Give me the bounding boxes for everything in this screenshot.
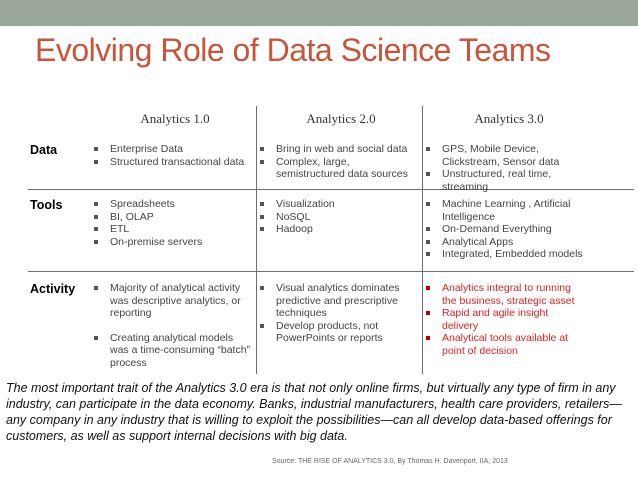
bullet-icon	[94, 147, 98, 151]
bullet-icon	[426, 172, 430, 176]
list-item: Develop products, not PowerPoints or reports	[256, 320, 418, 345]
bullet-icon	[260, 215, 264, 219]
bullet-icon	[94, 215, 98, 219]
bullet-icon	[94, 286, 98, 290]
bullet-icon	[426, 240, 430, 244]
list-item: Analytical Apps	[422, 236, 584, 249]
cell-data-analytics-2	[256, 143, 418, 181]
list-item: Visual analytics dominates predictive and prescriptive techniques	[256, 282, 418, 320]
bullet-icon	[94, 227, 98, 231]
bullet-icon	[94, 240, 98, 244]
column-header-analytics-2: Analytics 2.0	[306, 111, 376, 126]
list-item: Spreadsheets	[90, 198, 252, 211]
quote-text: The most important trait of the Analytics 3.0 era is that not only online firms, but virtually any type of firm in any industry, can participate in the data economy. Banks, industrial manufacturers, health care providers, retailers—any company in any industry that is willing to exploit the possibilities—can all develop data-based offerings for customers, as well as support internal decisions with big data.	[6, 381, 622, 443]
list-item: Hadoop	[256, 223, 418, 236]
list-item: ETL	[90, 223, 252, 236]
bullet-icon	[426, 227, 430, 231]
bullet-icon	[426, 202, 430, 206]
bullet-icon	[260, 160, 264, 164]
comparison-table	[28, 106, 634, 374]
list-item: Unstructured, real time, streaming	[422, 168, 584, 193]
bullet-icon	[426, 252, 430, 256]
bullet-icon	[94, 202, 98, 206]
cell-activity-analytics-3	[422, 282, 584, 357]
list-item: On-premise servers	[90, 236, 252, 249]
list-item: BI, OLAP	[90, 211, 252, 224]
row-label-tools: Tools	[30, 198, 63, 212]
list-item: Analytical tools available at point of decision	[422, 332, 584, 357]
column-header-analytics-3: Analytics 3.0	[474, 111, 544, 126]
bullet-icon	[426, 311, 430, 315]
list-item: Machine Learning , Artificial Intelligence	[422, 198, 584, 223]
list-item: Creating analytical models was a time-consuming “batch” process	[90, 332, 252, 370]
bullet-icon	[260, 202, 264, 206]
list-item: Analytics integral to running the business, strategic asset	[422, 282, 584, 307]
list-item: Structured transactional data	[90, 156, 252, 169]
bullet-icon	[94, 336, 98, 340]
row-divider	[28, 271, 634, 272]
bullet-icon	[426, 147, 430, 151]
row-label-data: Data	[30, 143, 58, 157]
slide-title: Evolving Role of Data Science Teams	[35, 32, 551, 68]
list-item: Bring in web and social data	[256, 143, 418, 156]
cell-data-analytics-3	[422, 143, 584, 193]
list-item: Integrated, Embedded models	[422, 248, 584, 261]
cell-data-analytics-1	[90, 143, 252, 168]
list-item: NoSQL	[256, 211, 418, 224]
cell-tools-analytics-2	[256, 198, 418, 236]
top-band	[0, 0, 638, 26]
row-label-activity: Activity	[30, 282, 76, 296]
list-item: On-Demand Everything	[422, 223, 584, 236]
cell-activity-analytics-2	[256, 282, 418, 345]
bullet-icon	[260, 324, 264, 328]
cell-tools-analytics-3	[422, 198, 584, 261]
bullet-icon	[426, 286, 430, 290]
bullet-icon	[94, 160, 98, 164]
bullet-icon	[260, 227, 264, 231]
list-item: Visualization	[256, 198, 418, 211]
cell-tools-analytics-1	[90, 198, 252, 248]
column-header-analytics-1: Analytics 1.0	[140, 111, 210, 126]
list-item: Rapid and agile insight delivery	[422, 307, 584, 332]
list-item: Majority of analytical activity was descriptive analytics, or reporting	[90, 282, 252, 320]
cell-activity-analytics-1	[90, 282, 252, 369]
source-citation: Source: THE RISE OF ANALYTICS 3.0, By Thomas H. Davenport, IIA, 2013	[272, 458, 508, 465]
list-item: Complex, large, semistructured data sources	[256, 156, 418, 181]
list-item: Enterprise Data	[90, 143, 252, 156]
bullet-icon	[260, 147, 264, 151]
bullet-icon	[260, 286, 264, 290]
list-item: GPS, Mobile Device, Clickstream, Sensor data	[422, 143, 584, 168]
bullet-icon	[426, 336, 430, 340]
